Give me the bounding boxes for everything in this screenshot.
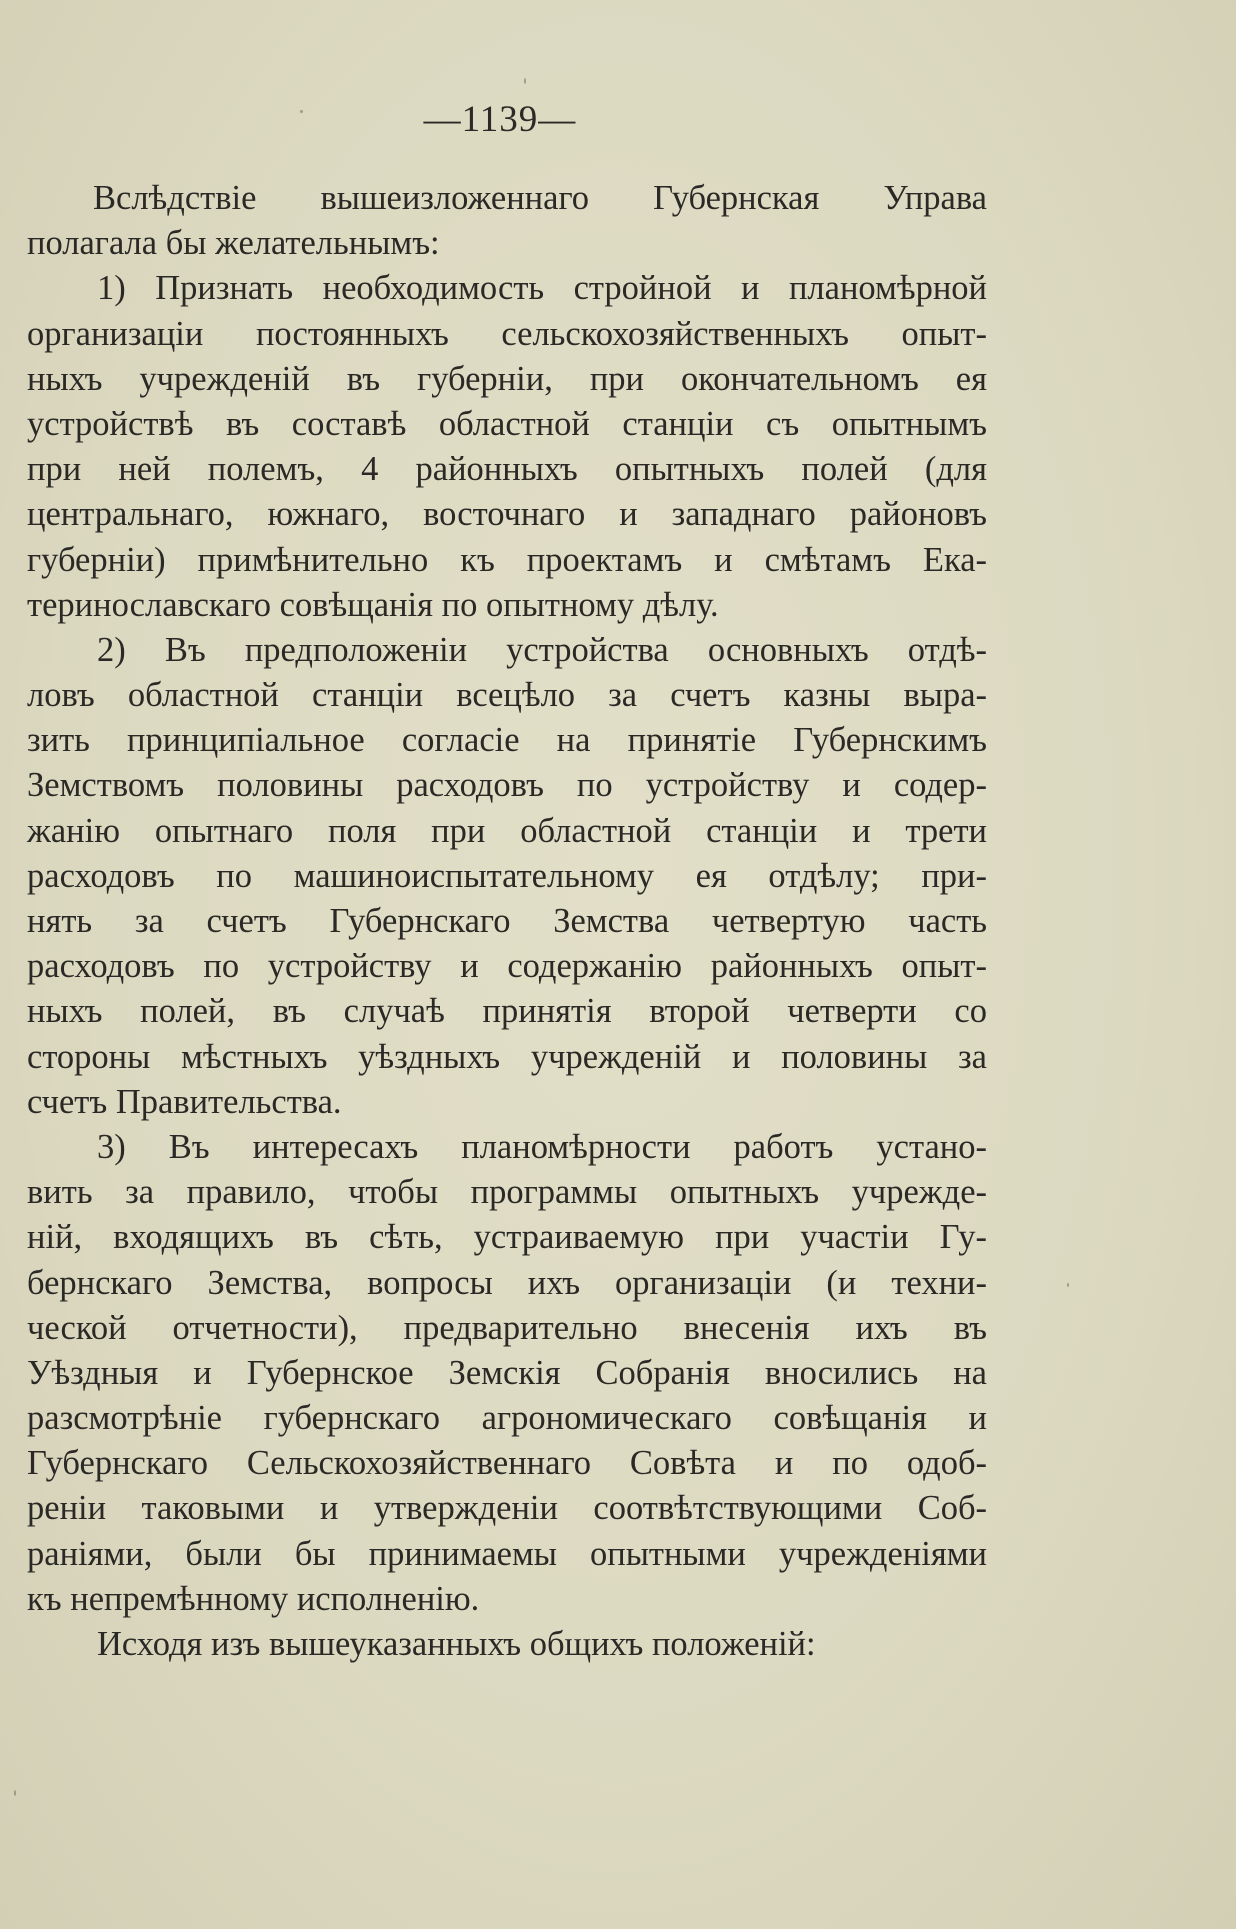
text-line: жанію опытнаго поля при областной станціи и трети [27, 811, 987, 850]
text-line: разсмотрѣніе губернскаго агрономическаго совѣщанія и [27, 1399, 987, 1438]
text-line: теринославскаго совѣщанія по опытному дѣлу. [27, 585, 719, 624]
text-line: организаціи постоянныхъ сельскохозяйственныхъ опыт- [27, 314, 987, 353]
text-line: расходовъ по машиноиспытательному ея отдѣлу; при- [27, 856, 987, 895]
text-line: ній, входящихъ въ сѣть, устраиваемую при участіи Гу- [27, 1218, 987, 1257]
text-line: расходовъ по устройству и содержанію районныхъ опыт- [27, 947, 987, 986]
text-line: Исходя изъ вышеуказанныхъ общихъ положеній: [97, 1625, 816, 1663]
text-line: центральнаго, южнаго, восточнаго и западнаго районовъ [27, 495, 987, 534]
text-line: при ней полемъ, 4 районныхъ опытныхъ полей (для [27, 450, 987, 489]
text-line: ныхъ полей, въ случаѣ принятія второй четверти со [27, 992, 987, 1031]
text-line: 1) Признать необходимость стройной и планомѣрной [97, 269, 987, 308]
text-line: ныхъ учрежденій въ губерніи, при окончательномъ ея [27, 359, 987, 398]
print-speck [524, 78, 526, 84]
text-line: реніи таковыми и утвержденіи соотвѣтствующими Соб- [27, 1489, 987, 1528]
text-line: Губернскаго Сельскохозяйственнаго Совѣта и по одоб- [27, 1444, 987, 1483]
print-speck [1067, 1283, 1069, 1287]
text-line: къ непремѣнному исполненію. [27, 1579, 480, 1618]
paragraph-closing [27, 1622, 987, 1667]
text-line: полагала бы желательнымъ: [27, 224, 440, 263]
text-line: устройствѣ въ составѣ областной станціи съ опытнымъ [27, 404, 987, 443]
text-line: нять за счетъ Губернскаго Земства четвертую часть [27, 902, 987, 940]
text-line: Вслѣдствіе вышеизложеннаго Губернская Управа [93, 179, 987, 217]
text-line: бернскаго Земства, вопросы ихъ организаціи (и техни- [27, 1263, 987, 1302]
text-line: Земствомъ половины расходовъ по устройству и содер- [27, 766, 987, 805]
text-line: 2) Въ предположеніи устройства основныхъ отдѣ- [97, 630, 987, 669]
text-line: раніями, были бы принимаемы опытными учрежденіями [27, 1534, 987, 1573]
paragraph-intro [27, 176, 987, 266]
paragraph-item-2 [27, 628, 987, 1125]
text-line: стороны мѣстныхъ уѣздныхъ учрежденій и половины за [27, 1037, 987, 1076]
text-line: зить принципіальное согласіе на принятіе Губернскимъ [27, 721, 987, 760]
paragraph-item-3 [27, 1125, 987, 1622]
text-line: вить за правило, чтобы программы опытныхъ учрежде- [27, 1173, 987, 1212]
text-line: 3) Въ интересахъ планомѣрности работъ устано- [97, 1127, 987, 1166]
text-line: ловъ областной станціи всецѣло за счетъ казны выра- [27, 676, 987, 715]
body-text [27, 176, 987, 1667]
text-line: ческой отчетности), предварительно внесенія ихъ въ [27, 1308, 987, 1347]
text-line: счетъ Правительства. [27, 1082, 342, 1121]
print-speck [14, 1790, 16, 1796]
text-line: губерніи) примѣнительно къ проектамъ и смѣтамъ Ека- [27, 540, 987, 579]
text-line: Уѣздныя и Губернское Земскія Собранія вносились на [27, 1353, 987, 1392]
page-number: —1139— [423, 99, 577, 140]
paragraph-item-1 [27, 266, 987, 628]
